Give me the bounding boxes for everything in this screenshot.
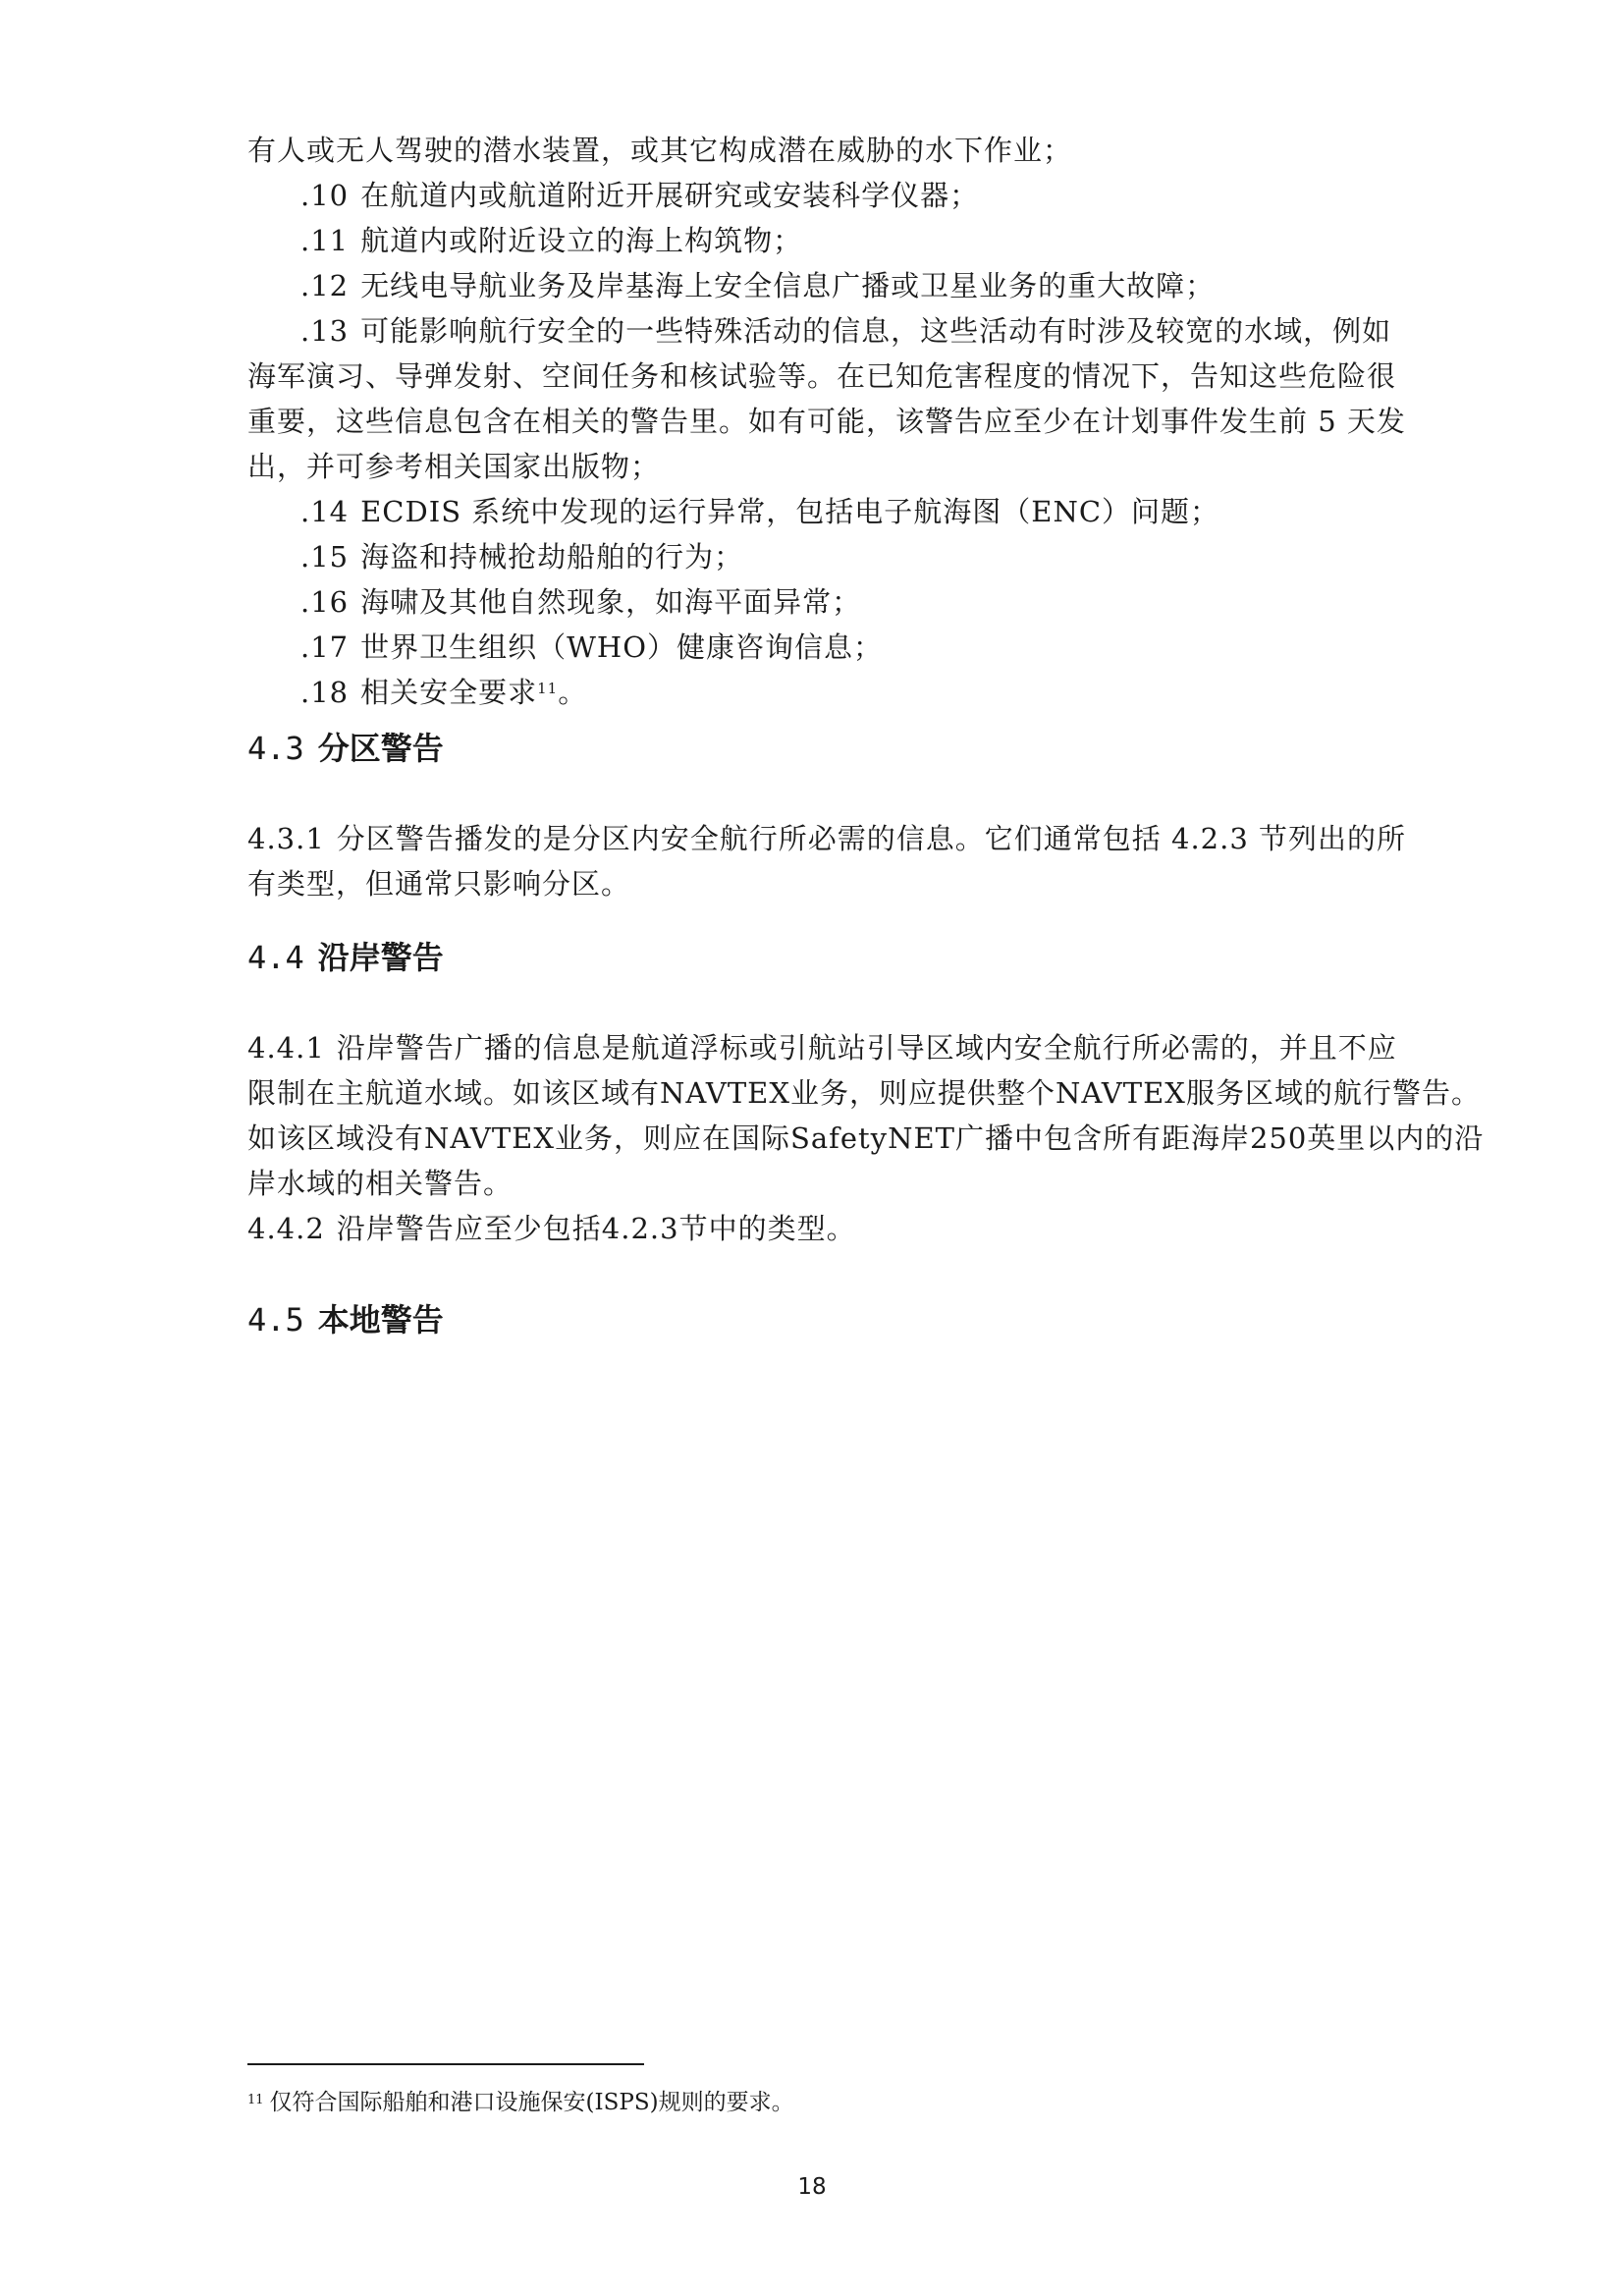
item-number: .17 bbox=[300, 630, 350, 664]
section-heading-4-3 bbox=[247, 729, 444, 768]
footnote-separator bbox=[247, 2063, 644, 2065]
list-item-18 bbox=[300, 673, 587, 712]
paragraph-text: 沿岸警告广播的信息是航道浮标或引航站引导区域内安全航行所必需的，并且不应 bbox=[336, 1031, 1397, 1065]
section-title: 分区警告 bbox=[317, 730, 444, 767]
list-item-11 bbox=[300, 221, 802, 260]
list-item-17 bbox=[300, 628, 883, 667]
item-text: ECDIS 系统中发现的运行异常，包括电子航海图（ENC）问题； bbox=[360, 495, 1220, 528]
section-heading-4-4 bbox=[247, 938, 444, 977]
paragraph-number: 4.3.1 bbox=[247, 822, 325, 855]
section-number: 4.5 bbox=[247, 1301, 304, 1339]
paragraph-4-3-1-line-1 bbox=[247, 819, 1406, 858]
item-text: 世界卫生组织（WHO）健康咨询信息； bbox=[360, 630, 883, 664]
footnote-text: 仅符合国际船舶和港口设施保安(ISPS)规则的要求。 bbox=[269, 2090, 794, 2115]
item-number: .15 bbox=[300, 540, 350, 574]
item-number: .18 bbox=[300, 676, 350, 709]
paragraph-4-4-1-line-3: 如该区域没有NAVTEX业务，则应在国际SafetyNET广播中包含所有距海岸250英里以内的沿 bbox=[247, 1121, 1485, 1155]
item-text: 海啸及其他自然现象，如海平面异常； bbox=[360, 585, 862, 619]
footnote-reference[interactable]: 11 bbox=[537, 680, 559, 697]
section-number: 4.3 bbox=[247, 730, 304, 767]
item-text: 在航道内或航道附近开展研究或安装科学仪器； bbox=[360, 179, 980, 212]
list-item-12 bbox=[300, 266, 1215, 305]
item-number: .12 bbox=[300, 269, 350, 302]
paragraph-number: 4.4.2 bbox=[247, 1212, 325, 1245]
paragraph-4-4-2 bbox=[247, 1209, 856, 1248]
item-text-line-1: 可能影响航行安全的一些特殊活动的信息，这些活动有时涉及较宽的水域，例如 bbox=[360, 314, 1392, 348]
list-item-16 bbox=[300, 582, 861, 622]
item-text: 相关安全要求 bbox=[360, 676, 538, 709]
paragraph-text: 分区警告播发的是分区内安全航行所必需的信息。它们通常包括 4.2.3 节列出的所 bbox=[336, 822, 1407, 855]
continuation-line: 有人或无人驾驶的潜水装置，或其它构成潜在威胁的水下作业； bbox=[247, 134, 1073, 167]
page-number: 18 bbox=[797, 2174, 827, 2200]
section-heading-4-5 bbox=[247, 1300, 444, 1339]
item-number: .14 bbox=[300, 495, 350, 528]
item-text: 海盗和持械抢劫船舶的行为； bbox=[360, 540, 744, 574]
footnote bbox=[247, 2088, 794, 2117]
item-text: 无线电导航业务及岸基海上安全信息广播或卫星业务的重大故障； bbox=[360, 269, 1216, 302]
list-item-13 bbox=[300, 311, 1391, 351]
paragraph-4-4-1-line-4: 岸水域的相关警告。 bbox=[247, 1167, 514, 1200]
list-item-15 bbox=[300, 537, 743, 576]
section-number: 4.4 bbox=[247, 939, 304, 976]
item-number: .11 bbox=[300, 224, 350, 257]
item-number: .10 bbox=[300, 179, 350, 212]
item-13-line-3: 重要，这些信息包含在相关的警告里。如有可能，该警告应至少在计划事件发生前 5 天发 bbox=[247, 405, 1406, 438]
list-item-10 bbox=[300, 176, 979, 215]
item-13-line-2: 海军演习、导弹发射、空间任务和核试验等。在已知危害程度的情况下，告知这些危险很 bbox=[247, 359, 1397, 393]
section-title: 沿岸警告 bbox=[317, 939, 444, 976]
paragraph-4-4-1-line-2: 限制在主航道水域。如该区域有NAVTEX业务，则应提供整个NAVTEX服务区域的航行警告。 bbox=[247, 1076, 1481, 1110]
footnote-mark: 11 bbox=[247, 2093, 264, 2107]
item-13-line-4: 出，并可参考相关国家出版物； bbox=[247, 450, 661, 483]
item-number: .16 bbox=[300, 585, 350, 619]
paragraph-text: 沿岸警告应至少包括4.2.3节中的类型。 bbox=[336, 1212, 856, 1245]
paragraph-4-4-1-line-1 bbox=[247, 1028, 1397, 1067]
item-text-tail: 。 bbox=[558, 676, 588, 709]
section-title: 本地警告 bbox=[317, 1301, 444, 1339]
paragraph-number: 4.4.1 bbox=[247, 1031, 325, 1065]
list-item-14 bbox=[300, 492, 1219, 531]
item-text: 航道内或附近设立的海上构筑物； bbox=[360, 224, 803, 257]
item-number: .13 bbox=[300, 314, 350, 348]
paragraph-4-3-1-line-2: 有类型，但通常只影响分区。 bbox=[247, 867, 631, 901]
